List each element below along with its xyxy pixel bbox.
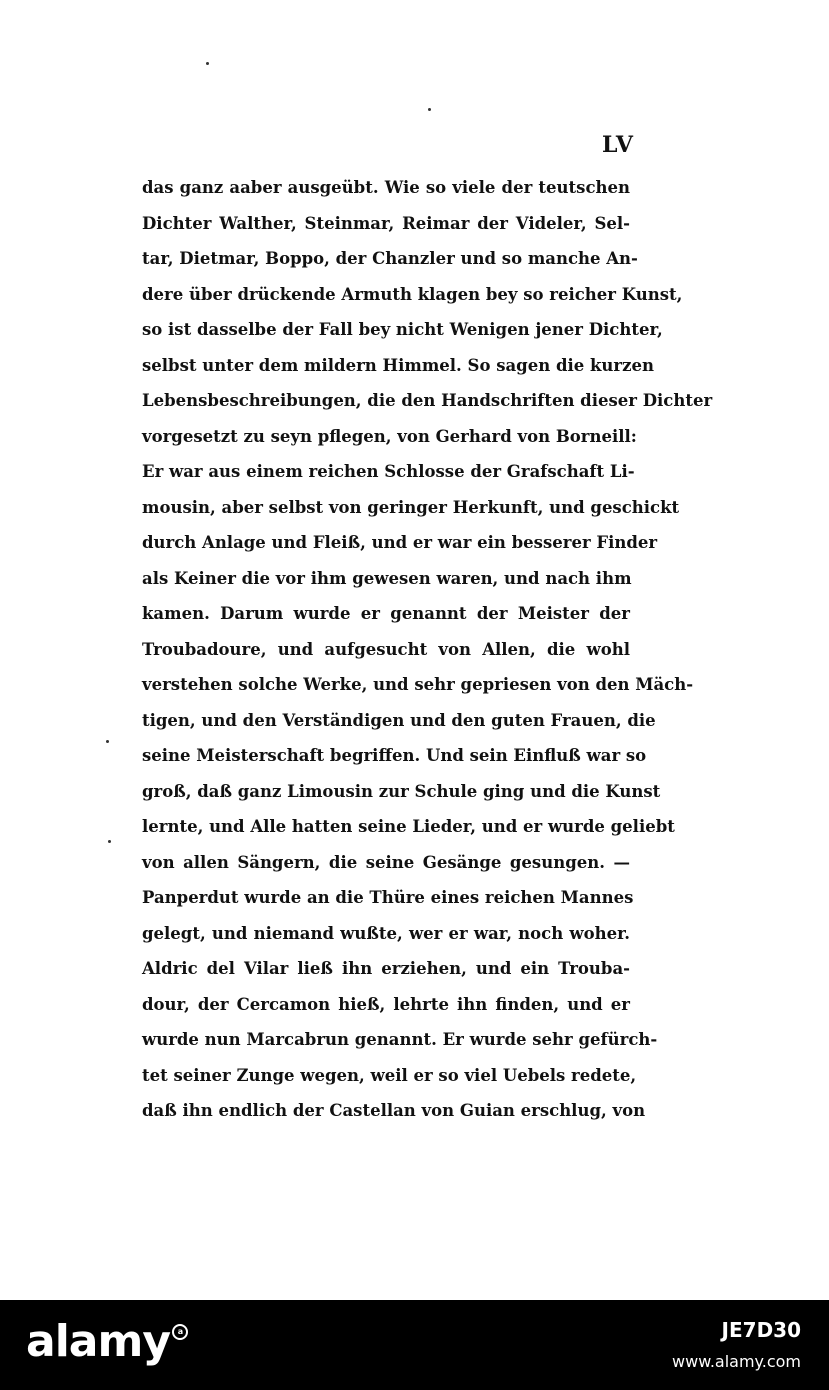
text-line: dour, der Cercamon hieß, lehrte ihn finden, und er [142, 994, 630, 1014]
text-line: Panperdut wurde an die Thüre eines reichen Mannes [142, 888, 634, 907]
scan-speck [428, 108, 431, 111]
text-line: vorgesetzt zu seyn pflegen, von Gerhard von Borneill: [142, 426, 637, 446]
text-line: tar, Dietmar, Boppo, der Chanzler und so manche An- [142, 249, 638, 268]
image-id: JE7D30 [721, 1318, 801, 1342]
text-line: Er war aus einem reichen Schlosse der Grafschaft Li- [142, 462, 635, 481]
text-line: Dichter Walther, Steinmar, Reimar der Videler, Sel- [142, 213, 630, 233]
text-line: dere über drückende Armuth klagen bey so reicher Kunst, [142, 284, 683, 304]
text-line: lernte, und Alle hatten seine Lieder, und er wurde geliebt [142, 817, 675, 836]
text-line: als Keiner die vor ihm gewesen waren, und nach ihm [142, 568, 632, 588]
text-line: daß ihn endlich der Castellan von Guian erschlug, von [142, 1101, 646, 1120]
text-line: Troubadoure, und aufgesucht von Allen, die wohl [142, 639, 630, 659]
text-line: gelegt, und niemand wußte, wer er war, noch woher. [142, 923, 630, 943]
text-line: kamen. Darum wurde er genannt der Meister der [142, 604, 630, 623]
logo-mark: a [172, 1324, 188, 1340]
text-line: selbst unter dem mildern Himmel. So sagen die kurzen [142, 355, 654, 375]
text-line: durch Anlage und Fleiß, und er war ein besserer Finder [142, 533, 658, 552]
text-line: groß, daß ganz Limousin zur Schule ging und die Kunst [142, 781, 661, 801]
scan-speck [206, 62, 209, 65]
logo-text: alamy [26, 1316, 170, 1367]
page-text [142, 170, 713, 1129]
text-line: tet seiner Zunge wegen, weil er so viel Uebels redete, [142, 1065, 637, 1085]
text-line: mousin, aber selbst von geringer Herkunft, und geschickt [142, 497, 680, 517]
scan-speck [106, 740, 109, 743]
alamy-logo [26, 1316, 188, 1368]
stock-photo-banner [0, 1300, 829, 1390]
text-line: verstehen solche Werke, und sehr gepriesen von den Mäch- [142, 675, 694, 694]
text-line: so ist dasselbe der Fall bey nicht Wenigen jener Dichter, [142, 320, 663, 339]
scan-speck [108, 840, 111, 843]
text-line: wurde nun Marcabrun genannt. Er wurde sehr gefürch- [142, 1030, 658, 1049]
site-url: www.alamy.com [672, 1352, 801, 1371]
page-number: LV [602, 132, 634, 158]
text-line: Lebensbeschreibungen, die den Handschriften dieser Dichter [142, 391, 713, 410]
text-line: Aldric del Vilar ließ ihn erziehen, und ein Trouba- [142, 959, 630, 978]
text-line: tigen, und den Verständigen und den guten Frauen, die [142, 710, 656, 730]
text-line: das ganz aaber ausgeübt. Wie so viele der teutschen [142, 178, 630, 197]
text-line: seine Meisterschaft begriffen. Und sein Einfluß war so [142, 746, 647, 765]
text-line: von allen Sängern, die seine Gesänge gesungen. — [142, 852, 630, 872]
